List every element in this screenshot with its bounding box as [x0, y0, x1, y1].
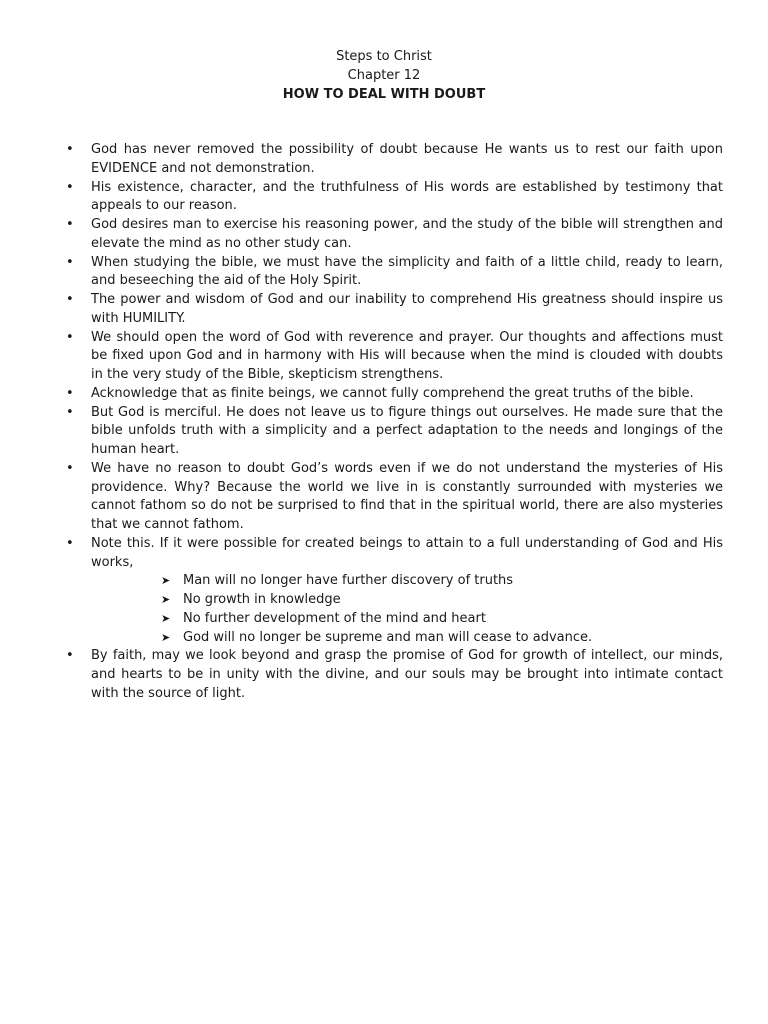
sub-bullet-list: [91, 572, 723, 647]
sub-bullet-text: God will no longer be supreme and man will cease to advance.: [183, 629, 593, 645]
arrowhead-icon: ➤: [161, 593, 171, 606]
sub-bullet-text: No growth in knowledge: [183, 592, 341, 607]
bullet-icon: •: [66, 404, 74, 420]
bullet-text: His existence, character, and the truthfulness of His words are established by testimony that appeals to our reason.: [91, 179, 723, 214]
bullet-text: We have no reason to doubt God’s words even if we do not understand the mysteries of His providence. Why? Because the world we live in is constantly surrounded with mysteries we cannot fathom so do not be surprised to find that in the spiritual world, there are also mysteries that we cannot fathom.: [91, 460, 723, 532]
sub-bullet-item: [91, 591, 723, 610]
bullet-icon: •: [66, 648, 74, 664]
sub-bullet-item: [91, 629, 723, 648]
chapter-title: HOW TO DEAL WITH DOUBT: [282, 87, 486, 102]
bullet-text: Note this. If it were possible for created beings to attain to a full understanding of God and His works,: [91, 535, 723, 570]
bullet-item: [66, 385, 723, 404]
bullet-icon: •: [66, 292, 74, 307]
sub-bullet-text: Man will no longer have further discovery of truths: [183, 573, 514, 589]
bullet-text: God has never removed the possibility of doubt because He wants us to rest our faith upon EVIDENCE and not demonstration.: [91, 142, 723, 176]
bullet-item: [66, 291, 723, 329]
bullet-icon: •: [66, 179, 74, 195]
document-header: [0, 47, 768, 104]
sub-bullet-text: No further development of the mind and heart: [183, 610, 486, 626]
bullet-text: God desires man to exercise his reasoning power, and the study of the bible will strengthen and elevate the mind as no other study can.: [91, 217, 723, 251]
bullet-icon: •: [66, 142, 74, 157]
sub-bullet-item: [91, 610, 723, 629]
bullet-text: By faith, may we look beyond and grasp the promise of God for growth of intellect, our minds, and hearts to be in unity with the divine, and our souls may be brought into intimate contact with the source of light.: [91, 648, 723, 701]
bullet-icon: •: [66, 254, 74, 270]
book-title: Steps to Christ: [336, 49, 432, 64]
bullet-text: The power and wisdom of God and our inability to comprehend His greatness should inspire us with HUMILITY.: [91, 292, 723, 326]
bullet-text: When studying the bible, we must have the simplicity and faith of a little child, ready to learn, and beseeching the aid of the Holy Spirit.: [91, 254, 723, 289]
bullet-icon: •: [66, 217, 74, 232]
bullet-item: [66, 254, 723, 292]
bullet-text: Acknowledge that as finite beings, we cannot fully comprehend the great truths of the bible.: [91, 385, 694, 401]
bullet-text: But God is merciful. He does not leave us to figure things out ourselves. He made sure that the bible unfolds truth with a simplicity and a perfect adaptation to the needs and longings of the human heart.: [91, 404, 723, 457]
bullet-item: [66, 141, 723, 179]
bullet-item: [66, 647, 723, 703]
bullet-icon: •: [66, 329, 74, 345]
bullet-item: [66, 329, 723, 385]
bullet-text: We should open the word of God with reverence and prayer. Our thoughts and affections must be fixed upon God and in harmony with His will because when the mind is clouded with doubts in the very study of the Bible, skepticism strengthens.: [91, 329, 723, 382]
bullet-item: [66, 216, 723, 254]
chapter-label: Chapter 12: [347, 68, 421, 83]
bullet-item: [66, 535, 723, 648]
arrowhead-icon: ➤: [161, 611, 171, 625]
sub-bullet-item: [91, 572, 723, 591]
bullet-icon: •: [66, 460, 74, 476]
bullet-icon: •: [66, 535, 74, 551]
bullet-item: [66, 404, 723, 460]
arrowhead-icon: ➤: [161, 574, 171, 588]
bullet-list: [66, 141, 723, 704]
arrowhead-icon: ➤: [161, 630, 171, 644]
bullet-item: [66, 460, 723, 535]
bullet-item: [66, 179, 723, 217]
bullet-icon: •: [66, 385, 74, 401]
